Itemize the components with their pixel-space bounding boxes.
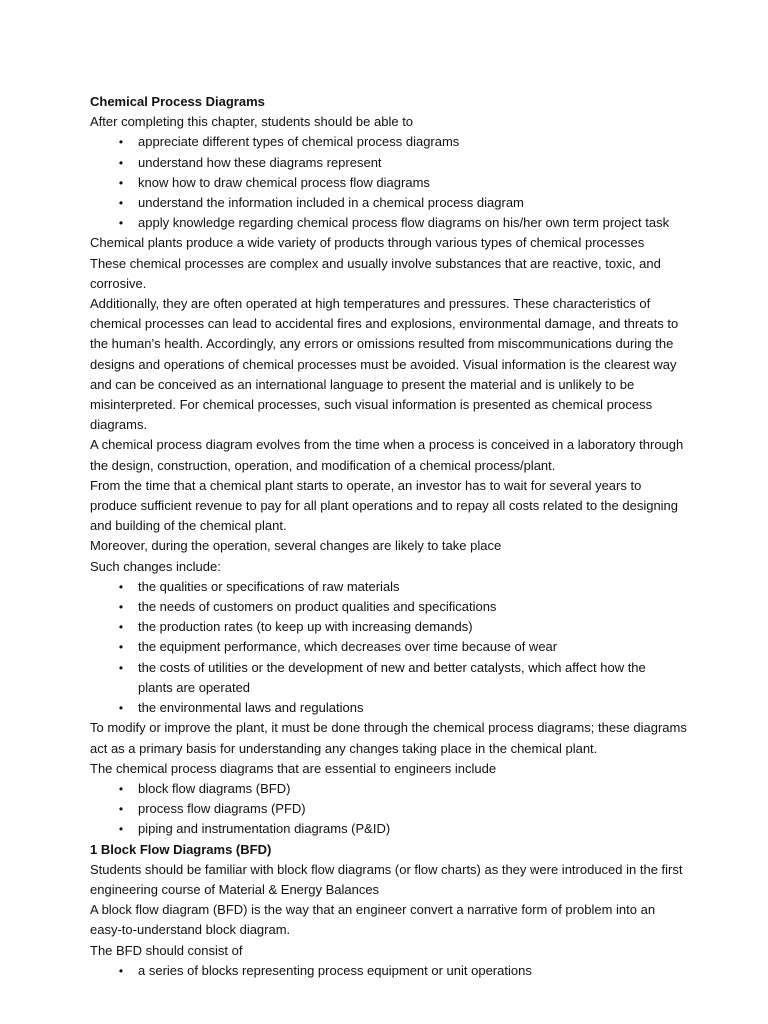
list-item: • the needs of customers on product qualities and specifications <box>90 597 690 617</box>
bullet-icon: • <box>118 216 124 231</box>
bullet-icon: • <box>118 802 124 817</box>
bullet-icon: • <box>118 579 124 594</box>
list-item: • understand how these diagrams represent <box>90 153 690 173</box>
list-item: • block flow diagrams (BFD) <box>90 779 690 799</box>
bullet-icon: • <box>118 963 124 978</box>
bullet-icon: • <box>118 135 124 150</box>
bullet-icon: • <box>118 155 124 170</box>
list-item: • appreciate different types of chemical process diagrams <box>90 132 690 152</box>
bullet-icon: • <box>118 701 124 716</box>
list-item: • process flow diagrams (PFD) <box>90 799 690 819</box>
document-title: Chemical Process Diagrams <box>90 94 265 109</box>
paragraph: A chemical process diagram evolves from the time when a process is conceived in a laboratory through the design, construction, operation, and modification of a chemical process/plant. <box>90 437 684 473</box>
list-item: • understand the information included in a chemical process diagram <box>90 193 690 213</box>
list-item: • the costs of utilities or the development of new and better catalysts, which affect how the plants are operated <box>90 658 690 698</box>
document-page <box>90 92 690 981</box>
changes-list <box>90 577 690 718</box>
section-heading: 1 Block Flow Diagrams (BFD) <box>90 841 272 857</box>
paragraph: Chemical plants produce a wide variety of products through various types of chemical processes <box>90 235 645 251</box>
bfd-items-list <box>90 961 690 981</box>
bullet-icon: • <box>118 620 124 635</box>
diagram-types-list <box>90 779 690 840</box>
paragraph: Additionally, they are often operated at high temperatures and pressures. These characteristics of chemical processes can lead to accidental fires and explosions, environmental damage, and threats to the human’s health. Accordingly, any errors or omissions resulted from miscommunications during the designs and operations of chemical processes must be avoided. Visual information is the clearest way and can be conceived as an international language to present the material and is unlikely to be misinterpreted. For chemical processes, such visual information is presented as chemical process diagrams. <box>90 296 679 433</box>
list-item: • know how to draw chemical process flow diagrams <box>90 173 690 193</box>
list-item: • apply knowledge regarding chemical process flow diagrams on his/her own term project task <box>90 213 690 233</box>
paragraph: Students should be familiar with block flow diagrams (or flow charts) as they were introduced in the first engineering course of Material & Energy Balances <box>90 861 683 897</box>
bullet-icon: • <box>118 781 124 796</box>
bullet-icon: • <box>118 175 124 190</box>
paragraph: Moreover, during the operation, several changes are likely to take place Such changes include: <box>90 538 502 574</box>
list-item: • the production rates (to keep up with increasing demands) <box>90 617 690 637</box>
paragraph: To modify or improve the plant, it must be done through the chemical process diagrams; these diagrams act as a primary basis for understanding any changes taking place in the chemical plant. The chemical process diagrams that are essential to engineers include <box>90 720 687 776</box>
list-item: • the environmental laws and regulations <box>90 698 690 718</box>
bullet-icon: • <box>118 822 124 837</box>
list-item: • a series of blocks representing process equipment or unit operations <box>90 961 690 981</box>
list-item: • piping and instrumentation diagrams (P&ID) <box>90 819 690 839</box>
paragraph: A block flow diagram (BFD) is the way that an engineer convert a narrative form of problem into an easy-to-understand block diagram. The BFD should consist of <box>90 902 656 958</box>
paragraph: From the time that a chemical plant starts to operate, an investor has to wait for several years to produce sufficient revenue to pay for all plant operations and to repay all costs related to the designing and building of the chemical plant. <box>90 477 679 534</box>
list-item: • the equipment performance, which decreases over time because of wear <box>90 637 690 657</box>
list-item: • the qualities or specifications of raw materials <box>90 577 690 597</box>
bullet-icon: • <box>118 660 124 675</box>
bullet-icon: • <box>118 640 124 655</box>
bullet-icon: • <box>118 196 124 211</box>
paragraph: These chemical processes are complex and usually involve substances that are reactive, toxic, and corrosive. <box>90 255 661 291</box>
intro-text: After completing this chapter, students should be able to <box>90 114 414 130</box>
bullet-icon: • <box>118 600 124 615</box>
objectives-list <box>90 132 690 233</box>
